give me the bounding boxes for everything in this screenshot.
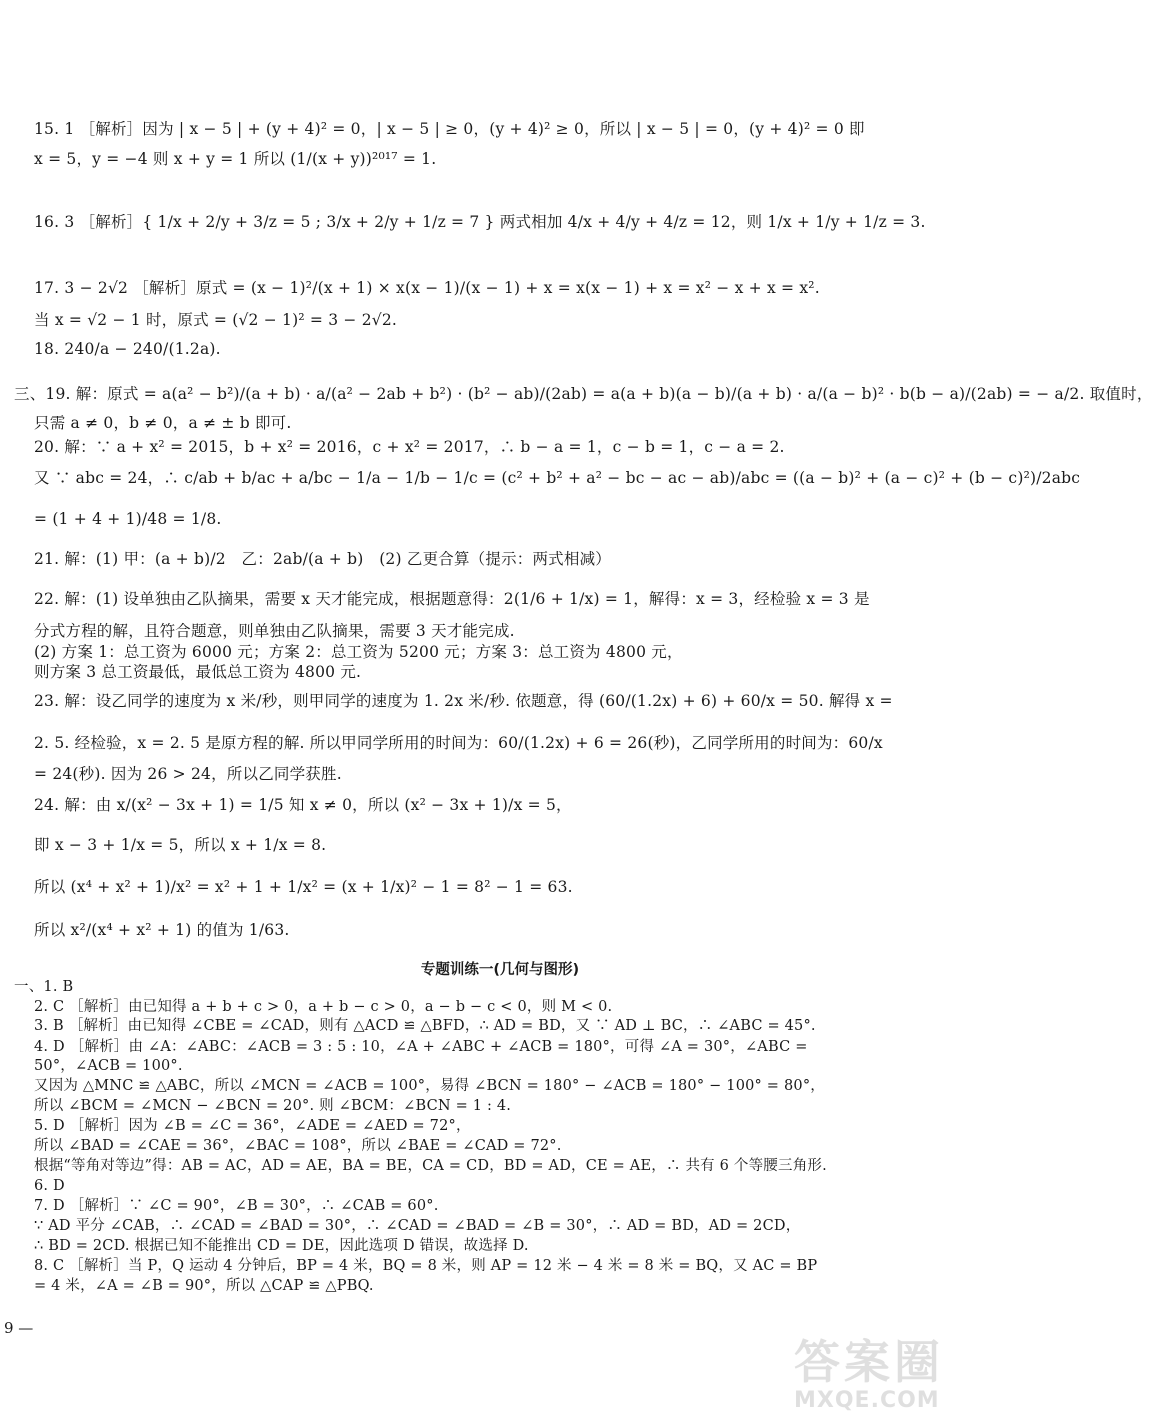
text-line: 3. B ［解析］由已知得 ∠CBE = ∠CAD，则有 △ACD ≌ △BFD，∴ AD = BD，又 ∵ AD ⊥ BC，∴ ∠ABC = 45°. <box>34 1018 816 1034</box>
text-line: 21. 解：(1) 甲：(a + b)/2 乙：2ab/(a + b) (2) 乙更合算（提示：两式相减） <box>34 550 611 568</box>
text-line: (2) 方案 1：总工资为 6000 元；方案 2：总工资为 5200 元；方案 3：总工资为 4800 元， <box>34 643 683 661</box>
text-line: 17. 3 − 2√2 ［解析］原式 = (x − 1)²/(x + 1) × x(x − 1)/(x − 1) + x = x(x − 1) + x = x² − x + x = x². <box>34 279 820 297</box>
text-line: 三、19. 解：原式 = a(a² − b²)/(a + b) · a/(a² − 2ab + b²) · (b² − ab)/(2ab) = a(a + b)(a − b)/(a + b) · a/(a − b)² · b(b − a)/(2ab) = − a/2. 取值时， <box>14 385 1153 403</box>
text-line: 22. 解：(1) 设单独由乙队摘果，需要 x 天才能完成，根据题意得：2(1/6 + 1/x) = 1，解得：x = 3，经检验 x = 3 是 <box>34 590 870 608</box>
text-line: 20. 解：∵ a + x² = 2015，b + x² = 2016，c + x² = 2017，∴ b − a = 1，c − b = 1，c − a = 2. <box>34 438 785 456</box>
text-line: 又 ∵ abc = 24，∴ c/ab + b/ac + a/bc − 1/a − 1/b − 1/c = (c² + b² + a² − bc − ac − ab)/abc = ((a − b)² + (a − c)² + (b − c)²)/2abc <box>34 469 1081 487</box>
text-line: 则方案 3 总工资最低，最低总工资为 4800 元. <box>34 663 362 681</box>
text-line: 4. D ［解析］由 ∠A：∠ABC：∠ACB = 3 : 5 : 10，∠A + ∠ABC + ∠ACB = 180°，可得 ∠A = 30°，∠ABC = <box>34 1039 808 1055</box>
watermark-url: MXQE.COM <box>794 1388 940 1413</box>
text-line: 8. C ［解析］当 P，Q 运动 4 分钟后，BP = 4 米，BQ = 8 米，则 AP = 12 米 − 4 米 = 8 米 = BQ，又 AC = BP <box>34 1258 818 1274</box>
text-line: ∵ AD 平分 ∠CAB，∴ ∠CAD = ∠BAD = 30°，∴ ∠CAD = ∠BAD = ∠B = 30°，∴ AD = BD，AD = 2CD， <box>34 1218 801 1234</box>
text-line: 所以 ∠BCM = ∠MCN − ∠BCN = 20°. 则 ∠BCM：∠BCN = 1 : 4. <box>34 1098 512 1114</box>
text-line: = 24(秒). 因为 26 > 24，所以乙同学获胜. <box>34 765 342 783</box>
text-line: = 4 米，∠A = ∠B = 90°，所以 △CAP ≌ △PBQ. <box>34 1278 374 1294</box>
text-line: 当 x = √2 − 1 时，原式 = (√2 − 1)² = 3 − 2√2. <box>34 311 398 329</box>
section-title: 专题训练一(几何与图形) <box>420 962 580 978</box>
text-line: 24. 解：由 x/(x² − 3x + 1) = 1/5 知 x ≠ 0，所以 (x² − 3x + 1)/x = 5， <box>34 796 572 814</box>
text-line: 所以 (x⁴ + x² + 1)/x² = x² + 1 + 1/x² = (x + 1/x)² − 1 = 8² − 1 = 63. <box>34 878 573 896</box>
text-line: 2. 5. 经检验，x = 2. 5 是原方程的解. 所以甲同学所用的时间为：60/(1.2x) + 6 = 26(秒)，乙同学所用的时间为：60/x <box>34 734 883 752</box>
text-line: 23. 解：设乙同学的速度为 x 米/秒，则甲同学的速度为 1. 2x 米/秒. 依题意，得 (60/(1.2x) + 6) + 60/x = 50. 解得 x = <box>34 692 893 710</box>
text-line: 6. D <box>34 1178 65 1194</box>
watermark-text: 答案圈 <box>794 1335 944 1389</box>
text-line: 即 x − 3 + 1/x = 5，所以 x + 1/x = 8. <box>34 836 327 854</box>
text-line: 2. C ［解析］由已知得 a + b + c > 0，a + b − c > 0，a − b − c < 0，则 M < 0. <box>34 999 613 1015</box>
text-line: 7. D ［解析］∵ ∠C = 90°，∠B = 30°，∴ ∠CAB = 60°. <box>34 1198 439 1214</box>
text-line: ∴ BD = 2CD. 根据已知不能推出 CD = DE，因此选项 D 错误，故选择 D. <box>34 1238 529 1254</box>
text-line: 18. 240/a − 240/(1.2a). <box>34 340 221 358</box>
page-number: 9 — <box>4 1319 34 1337</box>
text-line: 所以 x²/(x⁴ + x² + 1) 的值为 1/63. <box>34 921 290 939</box>
text-line: x = 5，y = −4 则 x + y = 1 所以 (1/(x + y))²⁰¹⁷ = 1. <box>34 150 437 168</box>
text-line: = (1 + 4 + 1)/48 = 1/8. <box>34 510 222 528</box>
text-line: 15. 1 ［解析］因为 | x − 5 | + (y + 4)² = 0，| x − 5 | ≥ 0，(y + 4)² ≥ 0，所以 | x − 5 | = 0，(y + 4)² = 0 即 <box>34 120 865 138</box>
text-line: 根据“等角对等边”得：AB = AC，AD = AE，BA = BE，CA = CD，BD = AD，CE = AE，∴ 共有 6 个等腰三角形. <box>34 1158 827 1174</box>
text-line: 16. 3 ［解析］{ 1/x + 2/y + 3/z = 5 ; 3/x + 2/y + 1/z = 7 } 两式相加 4/x + 4/y + 4/z = 12，则 1/x + 1/y + 1/z = 3. <box>34 213 926 231</box>
text-line: 5. D ［解析］因为 ∠B = ∠C = 36°，∠ADE = ∠AED = 72°， <box>34 1118 471 1134</box>
text-line: 50°，∠ACB = 100°. <box>34 1058 183 1074</box>
text-line: 所以 ∠BAD = ∠CAE = 36°，∠BAC = 108°，所以 ∠BAE = ∠CAD = 72°. <box>34 1138 562 1154</box>
text-line: 一、1. B <box>14 979 74 995</box>
text-line: 分式方程的解，且符合题意，则单独由乙队摘果，需要 3 天才能完成. <box>34 622 515 640</box>
text-line: 又因为 △MNC ≌ △ABC，所以 ∠MCN = ∠ACB = 100°，易得 ∠BCN = 180° − ∠ACB = 180° − 100° = 80°， <box>34 1078 825 1094</box>
text-line: 只需 a ≠ 0，b ≠ 0，a ≠ ± b 即可. <box>34 414 292 432</box>
watermark-logo <box>794 1326 994 1413</box>
